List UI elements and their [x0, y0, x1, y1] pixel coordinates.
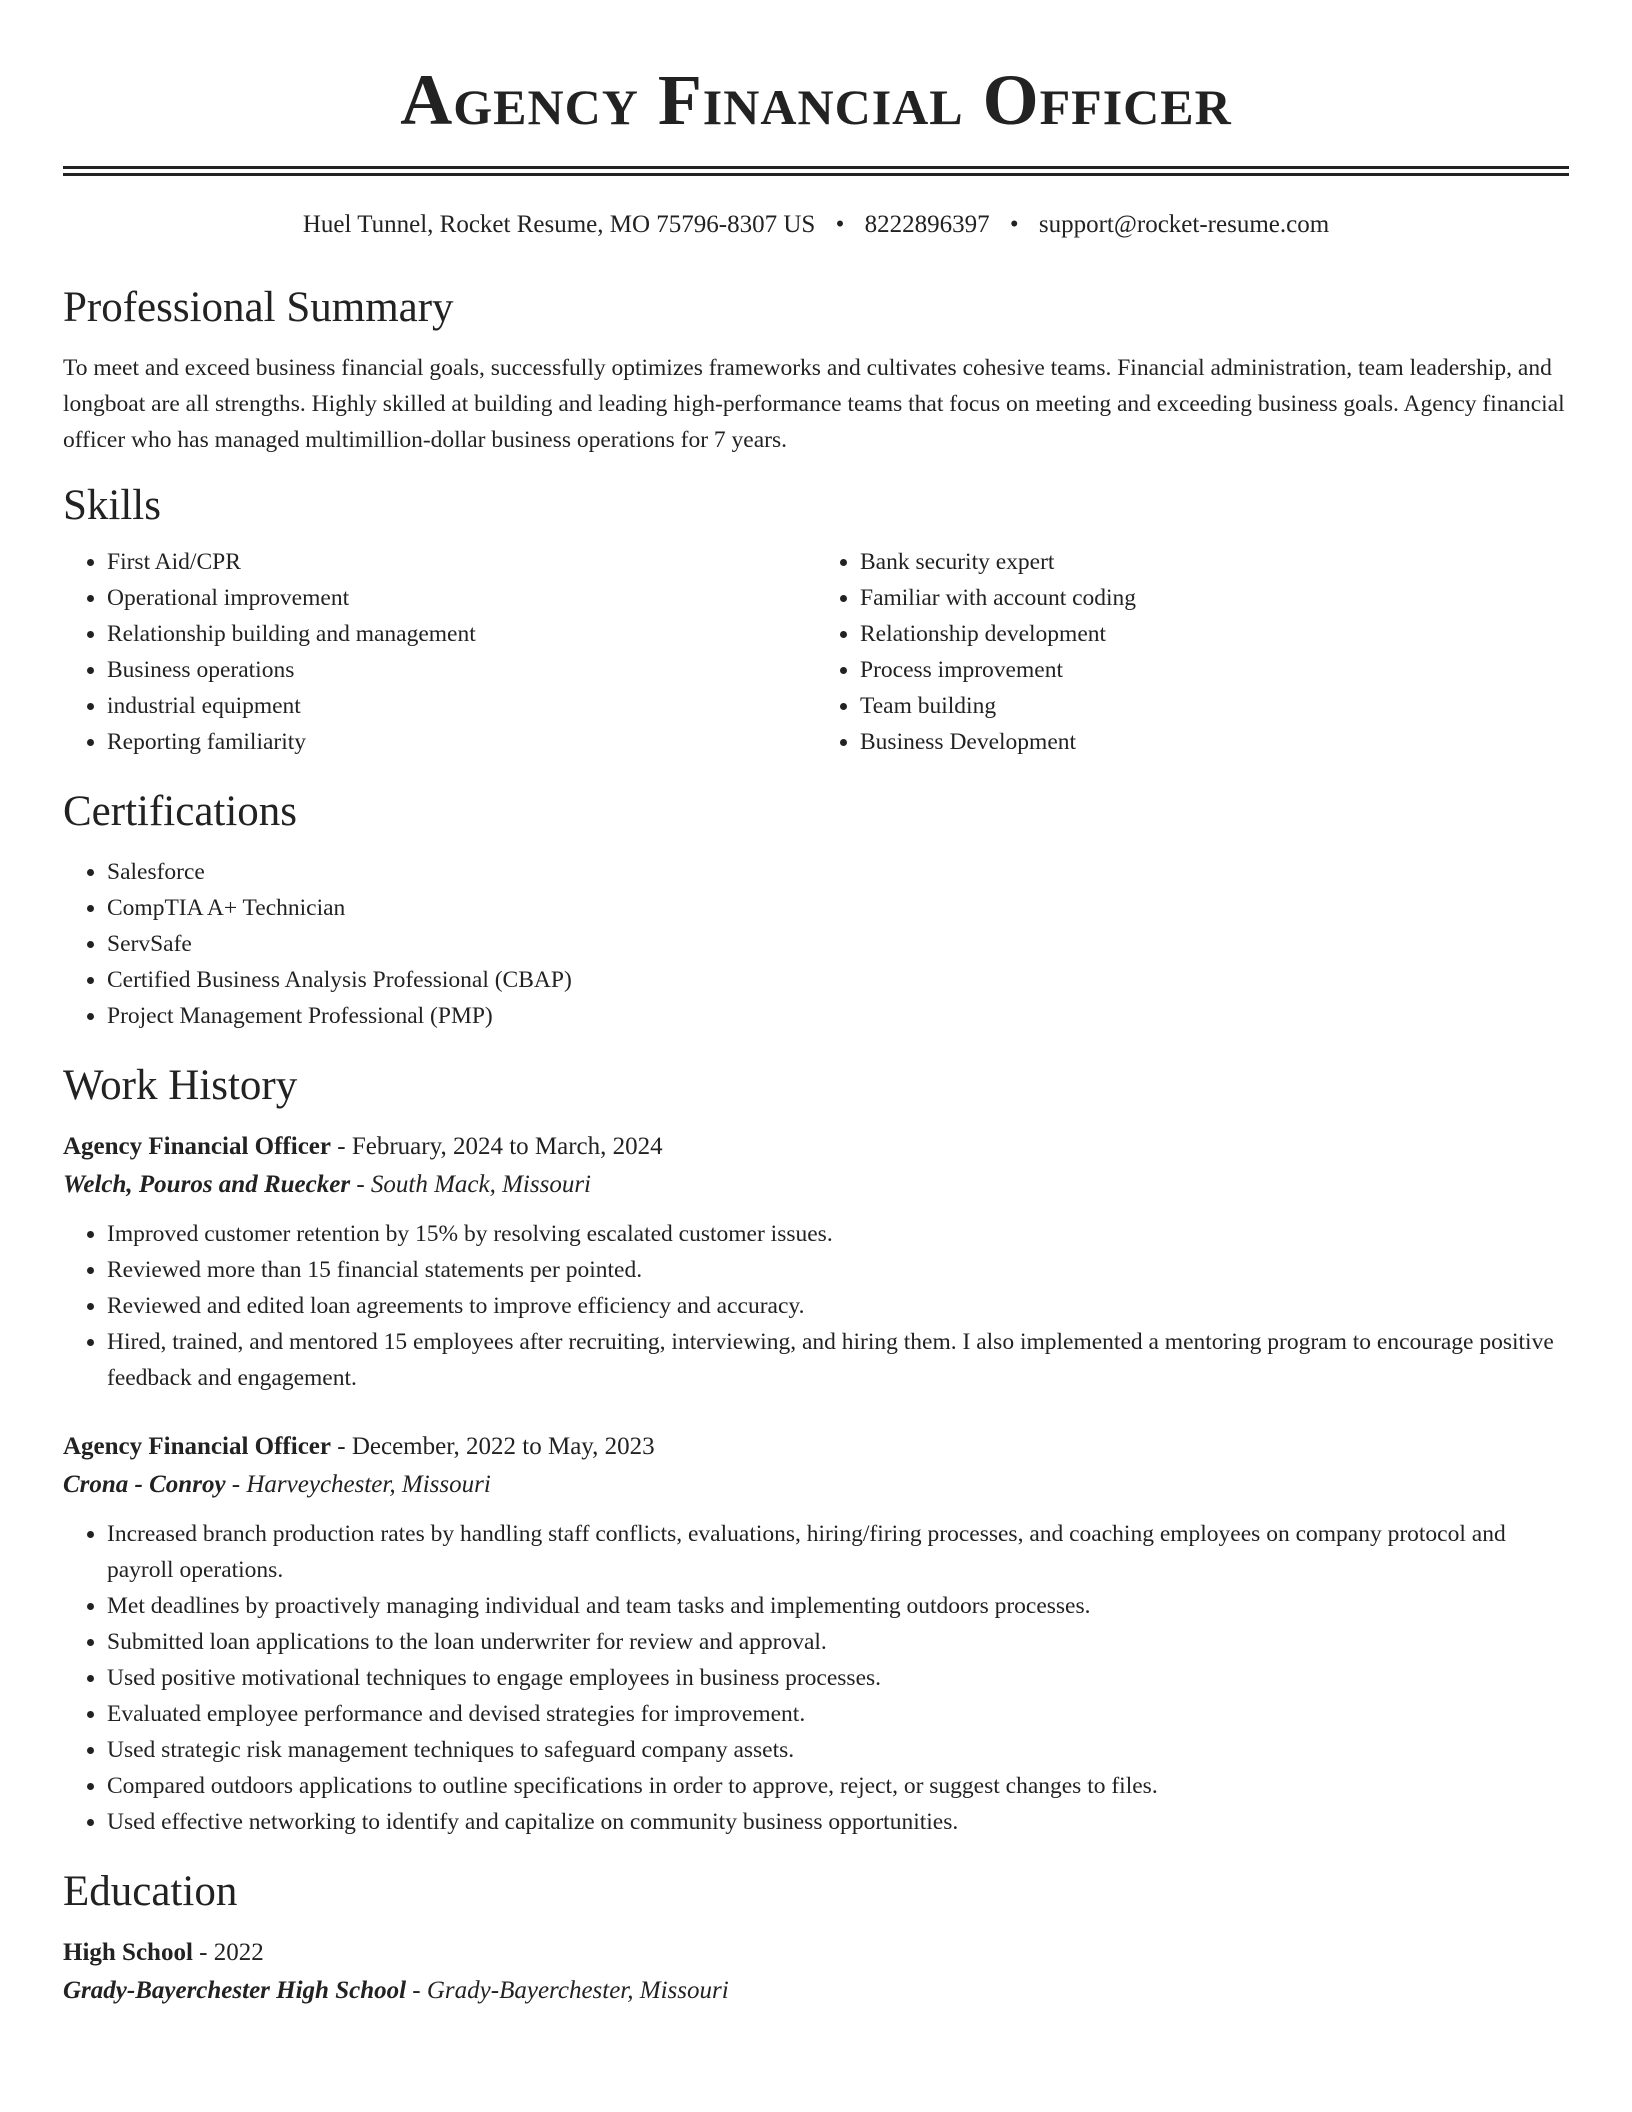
skills-list-right — [816, 544, 1569, 760]
certification-item: • Certified Business Analysis Professional (CBAP) — [107, 962, 1569, 998]
job-dates: - December, 2022 to May, 2023 — [331, 1433, 655, 1460]
job-bullets — [63, 1216, 1569, 1396]
job-location: - Harveychester, Missouri — [225, 1471, 491, 1498]
skill-item: • Team building — [860, 688, 1569, 724]
skills-columns — [63, 544, 1569, 760]
skill-item: • Relationship building and management — [107, 616, 816, 652]
skill-item: • First Aid/CPR — [107, 544, 816, 580]
education-degree-line — [63, 1934, 1569, 1972]
job-bullet: • Submitted loan applications to the loan underwriter for review and approval. — [107, 1624, 1569, 1660]
job-bullet: • Increased branch production rates by handling staff conflicts, evaluations, hiring/firing processes, and coaching employees on company protocol and payroll operations. — [107, 1516, 1569, 1588]
education-degree: High School — [63, 1939, 193, 1966]
skill-item: • Process improvement — [860, 652, 1569, 688]
job-bullet: • Compared outdoors applications to outline specifications in order to approve, reject, or suggest changes to files. — [107, 1768, 1569, 1804]
contact-address: Huel Tunnel, Rocket Resume, MO 75796-8307 US — [302, 211, 816, 238]
summary-section — [63, 280, 1569, 458]
job-company: Welch, Pouros and Ruecker — [63, 1171, 351, 1198]
job-title-line — [63, 1128, 1569, 1166]
contact-email: support@rocket-resume.com — [1038, 211, 1330, 238]
education-year: - 2022 — [192, 1939, 264, 1966]
certifications-heading: Certifications — [63, 788, 298, 835]
skill-item: • Bank security expert — [860, 544, 1569, 580]
job-bullet: • Used strategic risk management techniques to safeguard company assets. — [107, 1732, 1569, 1768]
job-bullet: • Reviewed more than 15 financial statements per pointed. — [107, 1252, 1569, 1288]
job-title: Agency Financial Officer — [63, 1433, 331, 1460]
job-company-line — [63, 1166, 1569, 1204]
certifications-list — [63, 854, 1569, 1034]
education-school: Grady-Bayerchester High School — [63, 1977, 407, 2004]
certification-item: • CompTIA A+ Technician — [107, 890, 1569, 926]
summary-heading: Professional Summary — [63, 284, 454, 331]
job-bullet: • Evaluated employee performance and devised strategies for improvement. — [107, 1696, 1569, 1732]
education-location: - Grady-Bayerchester, Missouri — [406, 1977, 729, 2004]
skills-section — [63, 478, 1569, 760]
skills-list-left — [63, 544, 816, 760]
title-divider — [63, 166, 1569, 176]
skill-item: • Operational improvement — [107, 580, 816, 616]
work-history-heading: Work History — [63, 1062, 298, 1109]
skill-item: • Business operations — [107, 652, 816, 688]
certification-item: • ServSafe — [107, 926, 1569, 962]
contact-separator: • — [1009, 211, 1019, 238]
skill-item: • Reporting familiarity — [107, 724, 816, 760]
job-bullet: • Used positive motivational techniques to engage employees in business processes. — [107, 1660, 1569, 1696]
job-bullet: • Met deadlines by proactively managing individual and team tasks and implementing outdoors processes. — [107, 1588, 1569, 1624]
job-company-line — [63, 1466, 1569, 1504]
contact-separator: • — [835, 211, 845, 238]
job-entry — [63, 1428, 1569, 1840]
education-school-line — [63, 1972, 1569, 2010]
job-entry — [63, 1128, 1569, 1396]
certifications-section — [63, 784, 1569, 1034]
job-title: Agency Financial Officer — [63, 1133, 331, 1160]
contact-line — [63, 208, 1569, 242]
education-heading: Education — [63, 1868, 238, 1915]
job-bullet: • Improved customer retention by 15% by resolving escalated customer issues. — [107, 1216, 1569, 1252]
skill-item: • Relationship development — [860, 616, 1569, 652]
job-company: Crona - Conroy — [63, 1471, 226, 1498]
job-bullets — [63, 1516, 1569, 1840]
certification-item: • Project Management Professional (PMP) — [107, 998, 1569, 1034]
resume-title: Agency Financial Officer — [400, 60, 1232, 140]
job-title-line — [63, 1428, 1569, 1466]
summary-text: To meet and exceed business financial goals, successfully optimizes frameworks and cultivates cohesive teams. Financial administration, team leadership, and longboat are all strengths. Highly skilled at building and leading high-performance teams that focus on meeting and exceeding business goals. Agency financial officer who has managed multimillion-dollar business operations for 7 years. — [63, 355, 1565, 453]
job-location: - South Mack, Missouri — [350, 1171, 592, 1198]
skill-item: • industrial equipment — [107, 688, 816, 724]
contact-phone: 8222896397 — [864, 211, 990, 238]
skills-heading: Skills — [63, 482, 161, 529]
skill-item: • Familiar with account coding — [860, 580, 1569, 616]
skill-item: • Business Development — [860, 724, 1569, 760]
job-bullet: • Hired, trained, and mentored 15 employees after recruiting, interviewing, and hiring them. I also implemented a mentoring program to encourage positive feedback and engagement. — [107, 1324, 1569, 1396]
job-bullet: • Reviewed and edited loan agreements to improve efficiency and accuracy. — [107, 1288, 1569, 1324]
education-section — [63, 1864, 1569, 2010]
education-entry — [63, 1934, 1569, 2010]
job-bullet: • Used effective networking to identify and capitalize on community business opportunities. — [107, 1804, 1569, 1840]
job-dates: - February, 2024 to March, 2024 — [331, 1133, 663, 1160]
work-history-section — [63, 1058, 1569, 1840]
certification-item: • Salesforce — [107, 854, 1569, 890]
